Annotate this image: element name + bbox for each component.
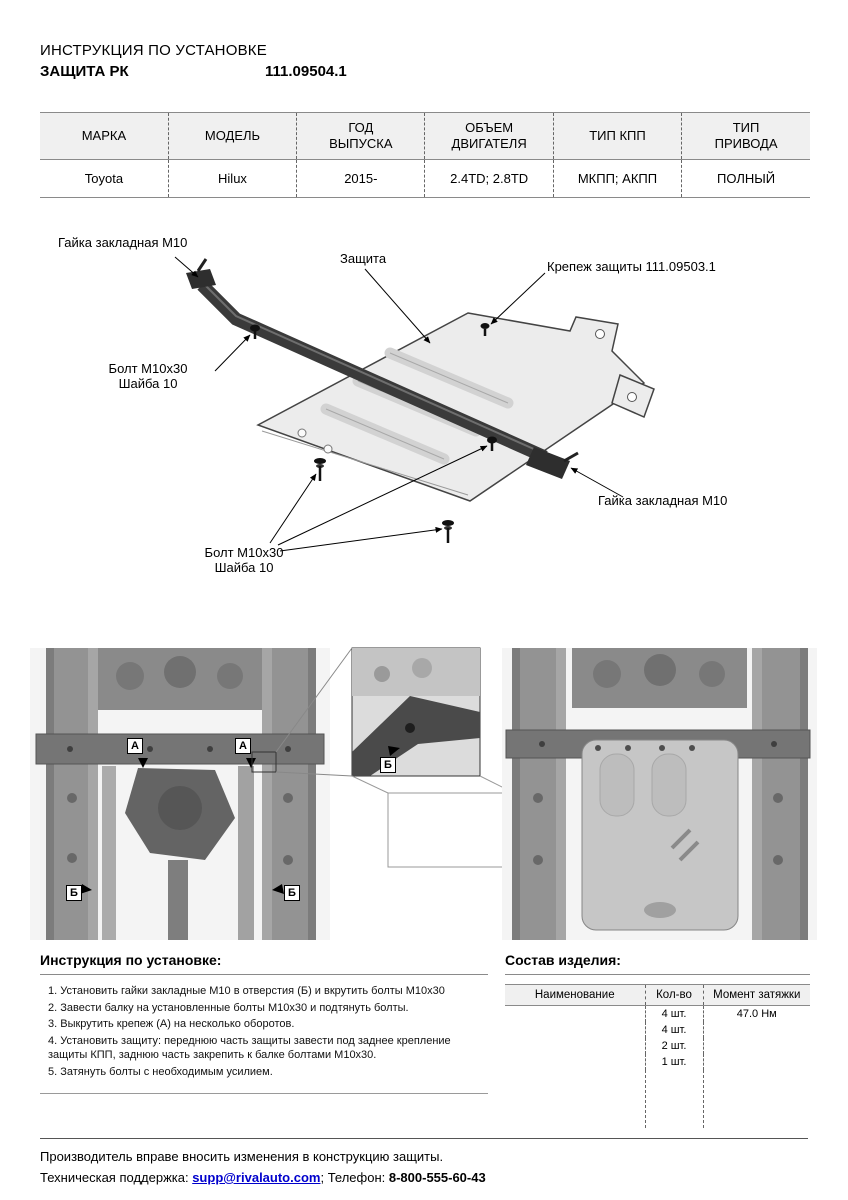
comp-row	[505, 1054, 810, 1070]
support-separator: ; Телефон:	[320, 1170, 389, 1185]
instruction-step: 5. Затянуть болты с необходимым усилием.	[48, 1065, 273, 1078]
label-nut-top: Гайка закладная М10	[58, 235, 188, 250]
comp-header-name: Наименование	[505, 985, 645, 1006]
support-label: Техническая поддержка:	[40, 1170, 193, 1185]
instructions-section	[40, 952, 488, 1094]
spec-row	[40, 160, 810, 198]
spec-header-year: ГОД ВЫПУСКА	[297, 113, 425, 160]
part-number: 111.09504.1	[265, 63, 347, 80]
spec-value-engine: 2.4TD; 2.8TD	[425, 160, 553, 198]
shield-plate-shape	[258, 313, 644, 501]
comp-name	[505, 1006, 645, 1022]
marker-b-inset: Б	[380, 757, 396, 773]
spec-header-engine: ОБЪЕМ ДВИГАТЕЛЯ	[425, 113, 553, 160]
product-name: ЗАЩИТА РК	[40, 63, 129, 80]
spec-header-drive: ТИП ПРИВОДА	[682, 113, 810, 160]
comp-row	[505, 1006, 810, 1022]
comp-name	[505, 1022, 645, 1038]
spec-value-year: 2015-	[297, 160, 425, 198]
label-shield: Защита	[340, 251, 387, 266]
spec-header-gearbox: ТИП КПП	[553, 113, 681, 160]
composition-title: Состав изделия:	[505, 952, 810, 975]
comp-row-filler	[505, 1070, 810, 1128]
document-header	[40, 42, 347, 80]
marker-a-2: А	[235, 738, 251, 754]
photo-detail-inset	[352, 648, 480, 776]
diagram-drawing	[40, 225, 810, 623]
instruction-step: 3. Выкрутить крепеж (А) на несколько оборотов.	[48, 1018, 295, 1030]
instruction-step: 1. Установить гайки закладные М10 в отверстия (Б) и вкрутить болты М10х30	[48, 985, 445, 997]
comp-torque	[703, 1054, 810, 1070]
disclaimer-text: Производитель вправе вносить изменения в конструкцию защиты.	[40, 1149, 444, 1164]
comp-torque: 47.0 Нм	[703, 1006, 810, 1022]
label-nut-bottom: Гайка закладная М10	[598, 493, 728, 508]
composition-table	[505, 984, 810, 1128]
support-phone: 8-800-555-60-43	[388, 1170, 486, 1185]
vehicle-spec-table	[40, 112, 810, 198]
comp-qty: 4 шт.	[645, 1022, 703, 1038]
comp-header-qty: Кол-во	[645, 985, 703, 1006]
bolt-loose-2	[442, 520, 454, 543]
spec-value-model: Hilux	[168, 160, 296, 198]
marker-b-2: Б	[284, 885, 300, 901]
instructions-title: Инструкция по установке:	[40, 952, 488, 975]
spec-value-gearbox: МКПП; АКПП	[553, 160, 681, 198]
comp-torque	[703, 1038, 810, 1054]
installation-diagram	[40, 225, 810, 623]
photos-drawing	[30, 645, 820, 945]
comp-header-torque: Момент затяжки	[703, 985, 810, 1006]
spec-value-drive: ПОЛНЫЙ	[682, 160, 810, 198]
document-footer	[40, 1138, 808, 1187]
composition-section	[505, 952, 810, 1128]
comp-qty: 4 шт.	[645, 1006, 703, 1022]
instruction-steps	[40, 984, 488, 1079]
label-bolt-washer-left: Болт М10х30 Шайба 10	[108, 361, 188, 391]
comp-torque	[703, 1022, 810, 1038]
comp-row	[505, 1038, 810, 1054]
support-email-link[interactable]: supp@rivalauto.com	[192, 1170, 321, 1185]
marker-b-1: Б	[66, 885, 82, 901]
comp-row	[505, 1022, 810, 1038]
photo-underbody-after	[502, 648, 817, 940]
spec-header-brand: МАРКА	[40, 113, 168, 160]
comp-qty: 2 шт.	[645, 1038, 703, 1054]
installation-photos	[30, 645, 820, 945]
comp-name	[505, 1038, 645, 1054]
support-line	[40, 1169, 808, 1187]
spec-value-brand: Toyota	[40, 160, 168, 198]
instruction-step: 2. Завести балку на установленные болты М10х30 и подтянуть болты.	[48, 1001, 409, 1014]
bolt-loose-1	[314, 458, 326, 481]
marker-a-1: А	[127, 738, 143, 754]
comp-name	[505, 1054, 645, 1070]
doc-title: ИНСТРУКЦИЯ ПО УСТАНОВКЕ	[40, 42, 267, 59]
label-bolt-washer-bottom: Болт М10х30 Шайба 10	[204, 545, 284, 575]
comp-qty: 1 шт.	[645, 1054, 703, 1070]
label-fastener-kit: Крепеж защиты 111.09503.1	[547, 259, 716, 274]
instruction-step: 4. Установить защиту: переднюю часть защиты завести под заднее крепление защиты КПП, заднюю часть закрепить к балке болтами М10х30.	[48, 1034, 451, 1061]
spec-header-model: МОДЕЛЬ	[168, 113, 296, 160]
